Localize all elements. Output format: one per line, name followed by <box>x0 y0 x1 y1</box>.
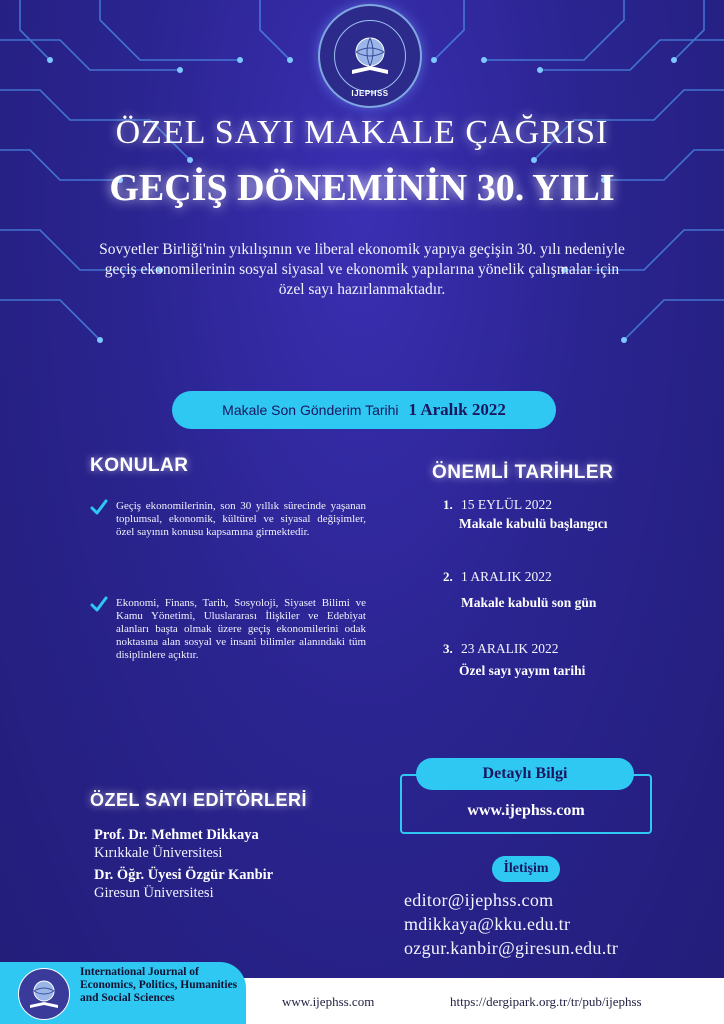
info-url-link[interactable]: www.ijephss.com <box>467 802 585 819</box>
date-description: Özel sayı yayım tarihi <box>459 663 586 678</box>
editor-name: Dr. Öğr. Üyesi Özgür Kanbir <box>94 867 274 883</box>
topic-item <box>90 597 366 662</box>
footer-logo <box>18 968 70 1020</box>
email-link[interactable]: editor@ijephss.com <box>404 890 554 910</box>
deadline-date: 1 Aralık 2022 <box>408 400 506 419</box>
date-number: 1. <box>443 497 453 512</box>
page-subtitle: GEÇİŞ DÖNEMİNİN 30. YILI <box>109 167 615 209</box>
editor-university: Giresun Üniversitesi <box>94 885 214 901</box>
checkmark-icon <box>90 498 108 516</box>
footer-website-link[interactable]: www.ijephss.com <box>282 994 375 1009</box>
topic-text: Ekonomi, Finans, Tarih, Sosyoloji, Siyaset Bilimi ve Kamu Yönetimi, Uluslararası İlişkiler ve Edebiyat alanları başta olmak üzere geçiş ekonomilerini odak noktasına alan sosyal ve insani bilimler alanındaki tüm disiplinlere açıktır. <box>116 597 366 661</box>
editors-list <box>94 826 394 906</box>
globe-icon <box>334 20 406 92</box>
editor-university: Kırıkkale Üniversitesi <box>94 845 223 861</box>
date-value: 23 ARALIK 2022 <box>461 641 559 656</box>
footer-dergipark-link[interactable]: https://dergipark.org.tr/tr/pub/ijephss <box>450 994 642 1009</box>
deadline-banner <box>172 391 556 429</box>
date-value: 1 ARALIK 2022 <box>461 569 552 584</box>
date-description: Makale kabulü başlangıcı <box>459 516 608 531</box>
date-number: 3. <box>443 641 453 656</box>
email-link[interactable]: mdikkaya@kku.edu.tr <box>404 914 571 934</box>
globe-icon <box>24 974 64 1014</box>
dates-heading: ÖNEMLİ TARİHLER <box>432 462 614 483</box>
date-description: Makale kabulü son gün <box>461 595 597 610</box>
topics-heading: KONULAR <box>90 455 189 476</box>
date-value: 15 EYLÜL 2022 <box>461 497 552 512</box>
deadline-label: Makale Son Gönderim Tarihi <box>222 402 399 418</box>
logo-abbr: IJEPHSS <box>351 89 389 98</box>
topic-item <box>90 500 366 539</box>
intro-text: Sovyetler Birliği'nin yıkılışının ve liberal ekonomik yapıya geçişin 30. yılı nedeniyle geçiş ekonomilerinin sosyal siyasal ve ekonomik yapılarına yönelik çalışmalar için özel sayı hazırlanmaktadır. <box>99 241 625 298</box>
contact-label: İletişim <box>492 856 560 882</box>
editors-heading: ÖZEL SAYI EDİTÖRLERİ <box>90 790 308 810</box>
checkmark-icon <box>90 595 108 613</box>
editor-name: Prof. Dr. Mehmet Dikkaya <box>94 827 259 843</box>
topic-text: Geçiş ekonomilerinin, son 30 yıllık sürecinde yaşanan toplumsal, ekonomik, kültürel ve siyasal değişimler, özel sayının konusu kapsamına girmektedir. <box>116 500 366 538</box>
date-number: 2. <box>443 569 453 584</box>
journal-logo <box>318 4 422 108</box>
email-link[interactable]: ozgur.kanbir@giresun.edu.tr <box>404 938 619 958</box>
contact-emails <box>404 888 704 960</box>
info-label: Detaylı Bilgi <box>416 758 634 790</box>
page-title: ÖZEL SAYI MAKALE ÇAĞRISI <box>115 114 609 151</box>
footer-journal-name: International Journal of Economics, Politics, Humanities and Social Sciences <box>80 966 238 1004</box>
